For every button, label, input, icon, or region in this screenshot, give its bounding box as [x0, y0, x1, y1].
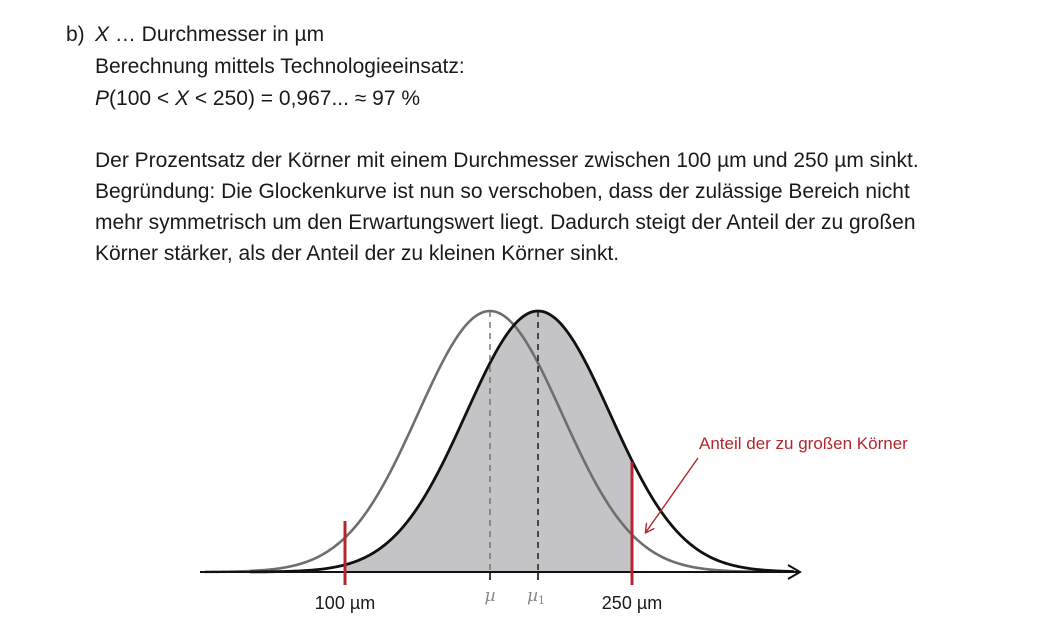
explanation-line: Der Prozentsatz der Körner mit einem Durchmesser zwischen 100 µm und 250 µm sinkt.	[95, 149, 919, 172]
calculation-heading: Berechnung mittels Technologieeinsatz:	[95, 55, 465, 78]
explanation-line: mehr symmetrisch um den Erwartungswert liegt. Dadurch steigt der Anteil der zu großen	[95, 211, 916, 234]
prob-open: (100 <	[109, 87, 175, 110]
tick-label-mu: µ	[484, 586, 496, 606]
mu1-symbol: µ	[526, 586, 539, 606]
explanation-line: Begründung: Die Glockenkurve ist nun so verschoben, dass der zulässige Bereich nicht	[95, 180, 910, 203]
prob-value: < 250) = 0,967... ≈ 97 %	[189, 87, 421, 110]
shaded-area	[345, 311, 632, 572]
prob-variable: X	[174, 87, 189, 110]
part-label: b)	[66, 23, 85, 46]
explanation-line: Körner stärker, als der Anteil der zu kleinen Körner sinkt.	[95, 242, 620, 265]
tick-label-250: 250 µm	[601, 593, 663, 613]
variable-description: … Durchmesser in µm	[109, 23, 325, 46]
annotation-arrow	[646, 458, 698, 532]
mu1-subscript: 1	[538, 594, 546, 607]
prob-symbol: P	[95, 87, 110, 110]
annotation-label: Anteil der zu großen Körner	[699, 434, 908, 453]
variable-x: X	[95, 23, 110, 46]
tick-label-mu1	[527, 586, 545, 607]
tick-label-100: 100 µm	[314, 593, 376, 613]
